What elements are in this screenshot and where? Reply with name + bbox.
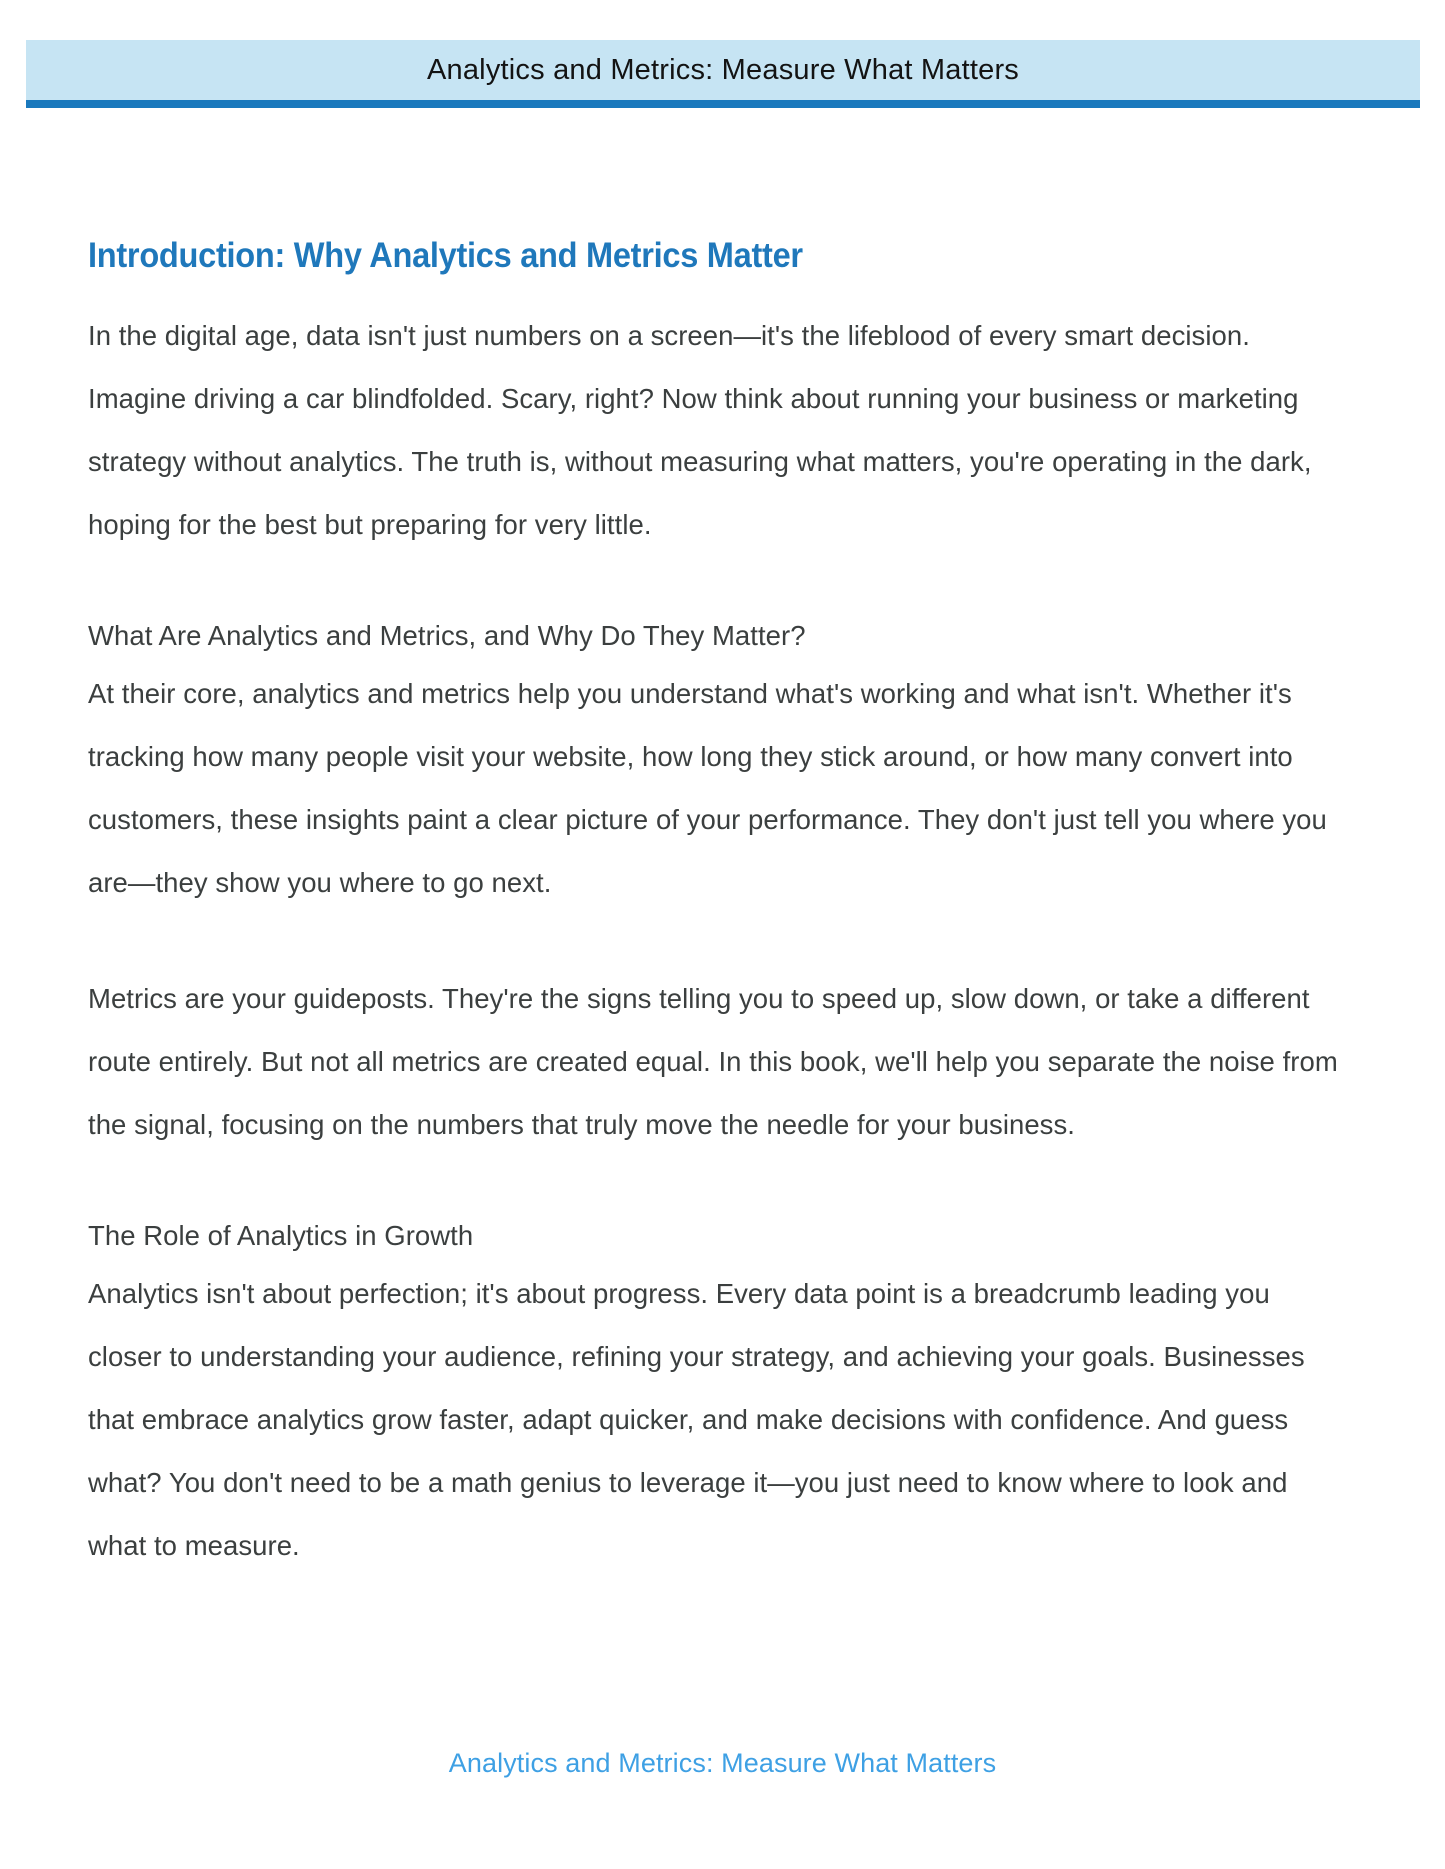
page-footer-title: Analytics and Metrics: Measure What Matters <box>448 1748 997 1778</box>
page-footer <box>0 1748 1445 1779</box>
page-header-rule <box>26 100 1420 108</box>
paragraph-metrics-guideposts: Metrics are your guideposts. They're the signs telling you to speed up, slow down, or take a different route entirely. But not all metrics are created equal. In this book, we'll help you separate the noise from the signal, focusing on the numbers that truly move the needle for your business. <box>88 983 1338 1141</box>
page-header-title: Analytics and Metrics: Measure What Matters <box>426 53 1019 86</box>
paragraph-spacer <box>88 556 1338 609</box>
paragraph-role-of-analytics: Analytics isn't about perfection; it's about progress. Every data point is a breadcrumb leading you closer to understanding your audience, refining your strategy, and achieving your goals. Businesses that embrace analytics grow faster, adapt quicker, and make decisions with confidence. And guess what? You don't need to be a math genius to leverage it—you just need to know where to look and what to measure. <box>88 1278 1305 1562</box>
paragraph-what-are-analytics: At their core, analytics and metrics help you understand what's working and what isn't. Whether it's tracking how many people visit your website, how long they stick around, or how many convert into customers, these insights paint a clear picture of your performance. They don't just tell you where you are—they show you where to go next. <box>88 678 1327 899</box>
document-body <box>88 236 1338 1577</box>
subheading-what-are-analytics: What Are Analytics and Metrics, and Why Do They Matter? <box>88 620 806 652</box>
subheading-role-of-analytics: The Role of Analytics in Growth <box>88 1220 474 1252</box>
section-heading: Introduction: Why Analytics and Metrics Matter <box>88 236 803 275</box>
paragraph-intro: In the digital age, data isn't just numbers on a screen—it's the lifeblood of every smart decision. Imagine driving a car blindfolded. Scary, right? Now think about running your business or marketing strategy without analytics. The truth is, without measuring what matters, you're operating in the dark, hoping for the best but preparing for very little. <box>88 320 1312 541</box>
page-header-band <box>26 40 1420 100</box>
paragraph-spacer <box>88 1156 1338 1209</box>
paragraph-spacer <box>88 914 1338 967</box>
